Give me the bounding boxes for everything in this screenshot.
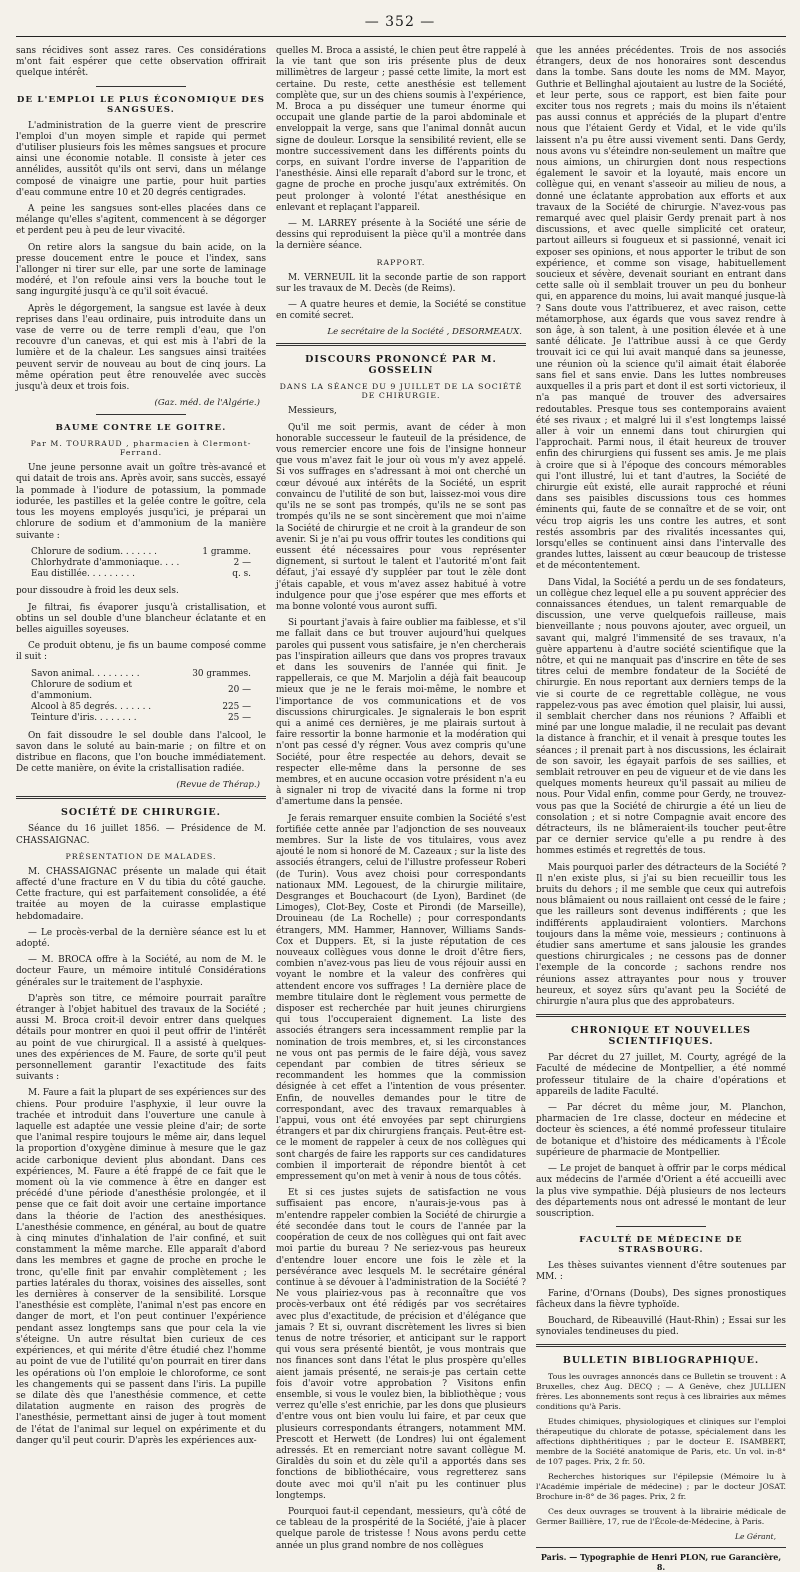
bibliography-entry: Etudes chimiques, physiologiques et cliniques sur l'emploi thérapeutique du chlorate de potasse, spécialement dans les affections diphthéritiques ; par le docteur E. ISAMBERT, membre de la Société anatomique de Paris, etc. Un vol. in-8° de 107 pages. Prix, 2 fr. 50. [536, 1417, 786, 1467]
paragraph: Une jeune personne avait un goître très-avancé et qui datait de trois ans. Après avoir, sans succès, essayé la pommade à l'iodure de potassium, la pommade iodurée, les pastilles et la gelée contre le goître, cela tous les moyens employés jusqu'ici, je préparai un chlorure de sodium et d'ammonium de la manière suivante : [16, 463, 266, 541]
recipe-table-1 [31, 547, 251, 581]
paragraph: que les années précédentes. Trois de nos associés étrangers, deux de nos honoraires sont descendus dans la tombe. Sans doute les noms de MM. Mayor, Guthrie et Bellinghal ajoutaient au lustre de la Société, et leur perte, sous ce rapport, est bien faite pour exciter tous nos regrets ; mais du moins ils n'étaient pas aussi connus et appréciés de la plupart d'entre nous que l'étaient Gerdy et Vidal, et le vide qu'ils laissent n'a pu être aussi vivement senti. Dans Gerdy, nous avons vu s'éteindre non-seulement un maître que nous aimions, un chirurgien dont nous respections également le savoir et la loyauté, mais encore un collègue qui, en venant s'asseoir au milieu de nous, a donné une éclatante approbation aux efforts et aux travaux de la Société de chirurgie. N'avez-vous pas remarqué avec quel plaisir Gerdy prenait part à nos discussions, et avec quelle simplicité cet orateur, partout ailleurs si fougueux et si passionné, venait ici exposer ses opinions, et nous apporter le tribut de son expérience, et comme son visage, habituellement soucieux et sévère, devenait souriant en entrant dans cette salle où il semblait trouver un peu du bonheur qui, en apparence du moins, lui avait manqué jusque-là ? Sans doute vous l'attribuerez, et avec raison, cette métamorphose, aux égards que vous savez rendre à son âge, à son talent, à une position élevée et à une santé délicate. Je l'attribue aussi à ce que Gerdy trouvait ici ce qui lui avait manqué dans sa jeunesse, une réunion où la science qu'il aimait était élaborée sans fiel et sans envie. Dans les luttes nombreuses auxquelles il a pris part et dont il est sorti victorieux, il n'a pas manqué de trouver des adversaires redoutables. Presque tous ses contemporains avaient été ses rivaux ; et malgré lui il s'est longtemps laissé aller à voir un ennemi dans tout chirurgien qui l'approchait. Parmi nous, il était heureux de trouver enfin des chirurgiens qui fussent ses amis. Je me plais à croire que si à l'époque des concours mémorables qui l'ont illustré, lui et tant d'autres, la Société de chirurgie eût existé, elle aurait rapproché et réuni dans ses paisibles discussions tous ces hommes éminents qui, faute de se connaître et de se voir, ont vécu trop aigris les uns contre les autres, et sont restés assombris par des rivalités incessantes qui, lorsqu'elles se continuent ainsi dans l'intervalle des grandes luttes, laissent au cœur beaucoup de tristesse et de mécontentement. [536, 46, 786, 572]
table-row [31, 569, 251, 580]
paragraph: Si pourtant j'avais à faire oublier ma faiblesse, et s'il me fallait dans ce but trouver aujourd'hui quelques paroles qui pussent vous satisfaire, je n'en chercherais pas l'inspiration ailleurs que dans vos propres travaux et dans les souvenirs de l'année qui finit. Je rappellerais, ce que M. Marjolin a déjà fait beaucoup mieux que je ne le ferais moi-même, le nombre et l'importance de vos communications et de vos discussions chirurgicales. Je signalerais le bon esprit qui a animé ces dernières, je me plairais surtout à faire ressortir la bonne harmonie et la modération qui n'ont pas cessé d'y régner. Vous avez compris qu'une Société, pour être respectée au dehors, devait se respecter elle-même dans la personne de ses membres, et en aucune occasion votre président n'a eu à signaler ni trop de vivacité dans la forme ni trop d'amertume dans la pensée. [276, 618, 526, 808]
paragraph: Tous les ouvrages annoncés dans ce Bulletin se trouvent : A Bruxelles, chez Aug. DECQ ; — A Genève, chez JULLIEN frères. Les abonnements sont reçus à ces librairies aux mêmes conditions qu'à Paris. [536, 1372, 786, 1412]
divider [16, 796, 266, 799]
paragraph: Séance du 16 juillet 1856. — Présidence de M. CHASSAIGNAC. [16, 824, 266, 846]
signature: Le secrétaire de la Société , DESORMEAUX. [327, 327, 522, 338]
source-citation: (Revue de Thérap.) [176, 780, 260, 791]
divider [96, 414, 186, 415]
quantity: 25 — [228, 713, 251, 724]
paragraph: pour dissoudre à froid les deux sels. [16, 586, 179, 597]
paragraph: Ce produit obtenu, je fis un baume composé comme il suit : [16, 641, 266, 663]
printer-imprint: Paris. — Typographie de Henri PLON, rue Garancière, 8. [540, 1552, 782, 1572]
paragraph: D'après son titre, ce mémoire pourrait paraître étranger à l'objet habituel des travaux de la Société ; aussi M. Broca croit-il devoir entrer dans quelques détails pour montrer en quoi il peut offrir de l'intérêt au point de vue chirurgical. Il a assisté à quelques-unes des expériences de M. Faure, de sorte qu'il peut personnellement garantir l'exactitude des faits suivants : [16, 993, 266, 1083]
paragraph: Après le dégorgement, la sangsue est lavée à deux reprises dans l'eau ordinaire, puis introduite dans un vase de verre ou de terre rempli d'eau, que l'on recouvre d'un canevas, et qui est mis à l'abri de la lumière et de la chaleur. Les sangsues ainsi traitées peuvent servir de nouveau au bout de cinq jours. La même opération peut être renouvelée avec succès jusqu'à deux et trois fois. [16, 303, 266, 393]
quantity: q. s. [232, 569, 251, 580]
section-heading: DE L'EMPLOI LE PLUS ÉCONOMIQUE DES SANGSUES. [16, 94, 266, 115]
paragraph: L'administration de la guerre vient de prescrire l'emploi d'un moyen simple et rapide qui permet d'utiliser plusieurs fois les mêmes sangsues et procure ainsi une économie notable. Il consiste à jeter ces annélides, aussitôt qu'ils ont servi, dans un mélange composé de vinaigre une partie, pour huit parties d'eau commune entre 10 et 20 degrés centigrades. [16, 120, 266, 198]
ingredient: Eau distillée. . . . . . . . . [31, 569, 135, 580]
divider [536, 1014, 786, 1017]
table-row [31, 702, 251, 713]
ingredient: Teinture d'iris. . . . . . . . [31, 713, 137, 724]
table-row [31, 558, 251, 569]
section-heading: FACULTÉ DE MÉDECINE DE STRASBOURG. [579, 1235, 743, 1256]
paragraph: Ces deux ouvrages se trouvent à la librairie médicale de Germer Baillière, 17, rue de l'École-de-Médecine, à Paris. [536, 1507, 786, 1527]
paragraph: M. VERNEUIL lit la seconde partie de son rapport sur les travaux de M. Decès (de Reims). [276, 272, 526, 294]
subsection-heading: RAPPORT. [376, 257, 426, 267]
divider [276, 343, 526, 346]
table-row [31, 669, 251, 680]
paragraph: M. Faure a fait la plupart de ses expériences sur des chiens. Pour produire l'asphyxie, il leur ouvre la trachée et introduit dans l'ouverture une canule à laquelle est adaptée une vessie pleine d'air; de sorte que l'animal respire toujours le même air, dans lequel la proportion d'oxygène diminue à mesure que le gaz acide carbonique devient plus abondant. Dans ces expériences, M. Faure a été frappé de ce fait que le moment où la vie commence à être en danger est précédé d'une période d'anesthésie prolongée, et il pense que ce fait doit avoir une certaine importance dans la théorie de l'action des anesthésiques. L'anesthésie commence, en général, au bout de quatre à cinq minutes d'inhalation de l'air confiné, et suit constamment la même marche. Elle apparaît d'abord dans les membres et gagne de proche en proche le tronc, qu'elle finit par envahir complètement ; les parties latérales du thorax, voisines des aisselles, sont les dernières à conserver de la sensibilité. Lorsque l'anesthésie est complète, l'animal n'est pas encore en danger de mort, et l'on peut continuer l'expérience pendant assez longtemps sans que pour cela la vie s'éteigne. Un autre résultat bien curieux de ces expériences, et qui mérite d'être étudié chez l'homme au point de vue de l'utilité qu'on pourrait en tirer dans les opérations où l'on emploie le chloroforme, ce sont les changements qui se passent dans l'iris. La pupille se dilate dès que l'anesthésie commence, et cette dilatation augmente en raison des progrès de l'anesthésie, permettant ainsi de juger à tout moment de l'état de l'animal sur lequel on expérimente et du danger qu'il peut courir. D'après les expériences aux- [16, 1088, 266, 1446]
table-row [31, 680, 251, 702]
columns [16, 46, 786, 1572]
quantity: 30 grammes. [192, 668, 251, 679]
source-citation: (Gaz. méd. de l'Algérie.) [154, 398, 260, 409]
paragraph: Je ferais remarquer ensuite combien la Société s'est fortifiée cette année par l'adjonction de ses nouveaux membres. Sur la liste de vos titulaires, vous avez ajouté le nom si honoré de M. Cazeaux ; sur la liste des associés étrangers, celui de l'illustre professeur Roberi (de Turin). Vous avez choisi pour correspondants nationaux MM. Legouest, de la chirurgie militaire, Desgranges et Bouchacourt (de Lyon), Bardinet (de Limoges), Clot-Bey, Coste et Pirondi (de Marseille), Drouineau (de La Rochelle) ; pour correspondants étrangers, MM. Hammer, Hannover, Williams Sands-Cox et Duppers. Et, si la juste réputation de ces nouveaux collègues vous donne le droit d'être fiers, combien n'avez-vous pas lieu de vous réjouir aussi en voyant le nombre et la valeur des confrères qui attendent encore vos suffrages ! La dernière place de membre titulaire dont le règlement vous permette de disposer est recherchée par huit jeunes chirurgiens qui tous l'occuperaient dignement. La liste des associés étrangers sera incessamment remplie par la nomination de trois membres, et, si les circonstances ne vous ont pas permis de le faire déjà, vous savez cependant par combien de titres sérieux se recommandent les hommes que la commission désignée à cet effet a l'intention de vous présenter. Enfin, de nouvelles demandes pour le titre de correspondant, avec des travaux remarquables à l'appui, vous ont été envoyées par sept chirurgiens étrangers et par dix chirurgiens français. Peut-être est-ce le moment de rappeler à ceux de nos collègues qui sont chargés de faire les rapports sur ces candidatures combien il importerait de répondre bientôt à cet empressement qu'on met à venir à nous de tous côtés. [276, 813, 526, 1183]
quantity: 225 — [222, 702, 251, 713]
paragraph: Je filtrai, fis évaporer jusqu'à cristallisation, et obtins un sel double d'une blancheur éclatante et en belles aiguilles soyeuses. [16, 602, 266, 635]
byline: Par M. TOURRAUD , pharmacien à Clermont-Ferrand. [30, 439, 252, 458]
quantity: 2 — [233, 557, 251, 568]
divider [616, 1226, 706, 1227]
quantity: 20 — [228, 685, 251, 696]
paragraph: — M. BROCA offre à la Société, au nom de M. le docteur Faure, un mémoire intitulé Considérations générales sur le traitement de l'asphyxie. [16, 955, 266, 988]
divider [96, 86, 186, 87]
divider [536, 1547, 786, 1548]
paragraph: Farine, d'Ornans (Doubs), Des signes pronostiques fâcheux dans la fièvre typhoïde. [536, 1288, 786, 1310]
subsection-heading: PRÉSENTATION DE MALADES. [65, 851, 217, 861]
paragraph: Mais pourquoi parler des détracteurs de la Société ? Il n'en existe plus, si j'ai su bien recueillir tous les bruits du dehors ; il me semble que ceux qui autrefois nous blâmaient ou nous raillaient ont cessé de le faire ; que les railleurs sont devenus indifférents ; que les indifférents applaudiraient volontiers. Marchons toujours dans la même voie, messieurs ; continuons à étudier sans amertume et sans jalousie les grandes questions chirurgicales ; ne cessons pas de donner l'exemple de la concorde ; sachons rendre nos réunions assez attrayantes pour nous y trouver heureux, et soyez sûrs qu'avant peu la Société de chirurgie n'aura plus que des approbateurs. [536, 862, 786, 1008]
table-row [31, 713, 251, 724]
paragraph: Dans Vidal, la Société a perdu un de ses fondateurs, un collègue chez lequel elle a pu souvent apprécier des connaissances étendues, un talent remarquable de discussion, une verve quelquefois railleuse, mais bienveillante ; nous pouvons ajouter, avec orgueil, un savant qui, malgré l'immensité de ses travaux, n'a guère appartenu à d'autre société scientifique que la nôtre, et qui ne manquait pas d'inscrire en tête de ses titres celui de membre fondateur de la Société de chirurgie. En nous reportant aux derniers temps de la vie si courte de ce regrettable collègue, ne vous rappelez-vous pas avec émotion quel plaisir, lui aussi, il semblait chercher dans nos réunions ? Affaibli et miné par une longue maladie, il ne reculait pas devant la distance à franchir, et il venait à presque toutes les séances ; il prenait part à nos discussions, les éclairait de son savoir, les égayait parfois de ses saillies, et semblait retrouver en peu de vigueur et de vie dans les quelques moments heureux qu'il passait au milieu de nous. Pour Vidal enfin, comme pour Gerdy, ne trouvez-vous pas que la Société de chirurgie a été un lieu de consolation ; et si notre Compagnie avait encore des détracteurs, ils ne blâmeraient-ils toucher peut-être par ce dernier service qu'elle a pu rendre à des hommes estimés et regrettés de tous. [536, 577, 786, 857]
paragraph: — A quatre heures et demie, la Société se constitue en comité secret. [276, 300, 526, 322]
bibliography-entry: Recherches historiques sur l'épilepsie (Mémoire lu à l'Académie impériale de médecine) ; par le docteur JOSAT. Brochure in-8° de 36 pages. Prix, 2 fr. [536, 1472, 786, 1502]
paragraph: Pourquoi faut-il cependant, messieurs, qu'à côté de ce tableau de la prospérité de la Société, j'aie à placer quelque parole de tristesse ! Nous avons perdu cette année un plus grand nombre de nos collègues [276, 1506, 526, 1551]
paragraph: Bouchard, de Ribeauvillé (Haut-Rhin) ; Essai sur les synoviales tendineuses du pied. [536, 1315, 786, 1338]
gerant-label: Le Gérant, [734, 1532, 776, 1542]
header-rule [16, 36, 786, 37]
column-2 [276, 46, 526, 1551]
divider [536, 1344, 786, 1347]
ingredient: Chlorure de sodium. . . . . . . [31, 546, 157, 557]
ingredient: Chlorhydrate d'ammoniaque. . . . [31, 557, 180, 568]
paragraph: Par décret du 27 juillet, M. Courty, agrégé de la Faculté de médecine de Montpellier, a été nommé professeur titulaire de la chaire d'opérations et appareils de ladite Faculté. [536, 1053, 786, 1097]
subsection-heading: DANS LA SÉANCE DU 9 JUILLET DE LA SOCIÉTÉ DE CHIRURGIE. [279, 382, 523, 401]
section-heading: CHRONIQUE ET NOUVELLES SCIENTIFIQUES. [571, 1025, 751, 1048]
section-heading: DISCOURS PRONONCÉ PAR M. GOSSELIN [305, 354, 497, 377]
paragraph: quelles M. Broca a assisté, le chien peut être rappelé à la vie tant que son iris présente plus de deux millimètres de largeur ; passé cette limite, la mort est certaine. Du reste, cette anesthésie est tellement complète que, sur un des chiens soumis à l'expérience, M. Broca a pu disséquer une tumeur énorme qui occupait une glande partie de la paroi abdominale et enveloppait la verge, sans que l'animal donnât aucun signe de douleur. Lorsque la sensibilité revient, elle se montre successivement dans les différents points du corps, en suivant l'ordre inverse de l'apparition de l'anesthésie. Ainsi elle reparaît d'abord sur le tronc, et gagne de proche en proche jusqu'aux extrémités. On peut prolonger à volonté l'état anesthésique en enlevant et replaçant l'appareil. [276, 46, 526, 213]
quantity: 1 gramme. [202, 546, 251, 557]
paragraph: Qu'il me soit permis, avant de céder à mon honorable successeur le fauteuil de la présidence, de vous remercier encore une fois de l'insigne honneur que vous m'avez fait le jour où vous m'y avez appelé. Si vos suffrages en s'adressant à moi ont cherché un cœur dévoué aux intérêts de la Société, un esprit convaincu de l'utilité de son but, laissez-moi vous dire qu'ils ne se sont pas trompés, qu'ils ne se sont pas trompés qu'ils ne se sont sincèrement que moi n'aime la Société de chirurgie et ne croit à la grandeur de son avenir. Si je n'ai pu vous offrir toutes les conditions qui eussent été nécessaires pour vous représenter dignement, si surtout le talent et l'autorité m'ont fait défaut, j'ai essayé d'y suppléer par tout le zèle dont j'étais capable, et vous m'avez assez habitué à votre indulgence pour que j'ose espérer que mes efforts et ma bonne volonté vous auront suffi. [276, 422, 526, 612]
section-heading: BAUME CONTRE LE GOITRE. [55, 423, 227, 434]
ingredient: Alcool à 85 degrés. . . . . . . [31, 702, 152, 713]
section-heading: BULLETIN BIBLIOGRAPHIQUE. [562, 1355, 760, 1367]
ingredient: Chlorure de sodium et d'ammonium. [31, 679, 132, 701]
paragraph: On fait dissoudre le sel double dans l'alcool, le savon dans le soluté au bain-marie ; on filtre et on distribue en flacons, que l'on bouche immédiatement. De cette manière, on évite la cristallisation radiée. [16, 730, 266, 775]
paragraph: Et si ces justes sujets de satisfaction ne vous suffisaient pas encore, n'aurais-je-vous pas à m'entendre rappeler combien la Société de chirurgie a été secondée dans tout le cours de l'année par la coopération de ceux de nos collègues qui ont fait avec moi partie du bureau ? Ne seriez-vous pas heureux d'entendre louer encore une fois le zèle et la persévérance avec lesquels M. le secrétaire général continue à se dévouer à l'administration de la Société ? Ne vous plairiez-vous pas à reconnaître que vos procès-verbaux ont été rédigés par vos secrétaires avec plus d'exactitude, de précision et d'élégance que jamais ? Et si, ouvrant discrètement les livres si bien tenus de notre trésorier, et anticipant sur le rapport qui vous sera présenté bientôt, je vous montrais que nos finances sont dans l'état le plus prospère qu'elles aient jamais présenté, ne serais-je pas certain cette fois d'avoir votre approbation ? Visitons enfin ensemble, si vous le voulez bien, la bibliothèque ; vous verrez qu'elle s'est enrichie, par les dons que plusieurs d'entre vous ont bien voulu lui faire, et par ceux que plusieurs correspondants étrangers, notamment MM. Prescott et Herwett (de Londres) lui ont également adressés. Et en remerciant notre savant collègue M. Giraldès du soin et du zèle qu'il a apportés dans ses fonctions de bibliothécaire, vous regretterez sans doute avec moi qu'il n'ait pu les continuer plus longtemps. [276, 1188, 526, 1501]
column-3 [536, 46, 786, 1572]
paragraph: sans récidives sont assez rares. Ces considérations m'ont fait espérer que cette observation offrirait quelque intérêt. [16, 46, 266, 79]
column-1 [16, 46, 266, 1446]
paragraph: Les thèses suivantes viennent d'être soutenues par MM. : [536, 1261, 786, 1283]
paragraph: M. CHASSAIGNAC présente un malade qui était affecté d'une fracture en V du tibia du côté gauche. Cette fracture, qui est parfaitement consolidée, a été traitée au moyen de la cuirasse emplastique hebdomadaire. [16, 866, 266, 922]
paragraph: — M. LARREY présente à la Société une série de dessins qui reproduisent la pièce qu'il a montrée dans la dernière séance. [276, 219, 526, 252]
table-row [31, 547, 251, 558]
recipe-table-2 [31, 669, 251, 725]
paragraph: — Par décret du même jour, M. Planchon, pharmacien de 1re classe, docteur en médecine et docteur ès sciences, a été nommé professeur titulaire de botanique et d'histoire des médicaments à l'École supérieure de pharmacie de Montpellier. [536, 1103, 786, 1158]
paragraph: Messieurs, [288, 406, 337, 417]
paragraph: On retire alors la sangsue du bain acide, on la presse doucement entre le pouce et l'index, sans l'allonger ni tirer sur elle, par une sorte de laminage modéré, et l'on refoule ainsi vers la bouche tout le sang ingurgité jusqu'à ce qu'il soit évacué. [16, 242, 266, 298]
paragraph: A peine les sangsues sont-elles placées dans ce mélange qu'elles s'agitent, commencent à se dégorger et perdent peu à peu de leur vivacité. [16, 204, 266, 237]
section-heading: SOCIÉTÉ DE CHIRURGIE. [61, 807, 221, 819]
paragraph: — Le projet de banquet à offrir par le corps médical aux médecins de l'armée d'Orient a été accueilli avec la plus vive sympathie. Déjà plusieurs de nos lecteurs des départements nous ont adressé le montant de leur souscription. [536, 1164, 786, 1219]
ingredient: Savon animal. . . . . . . . . [31, 668, 140, 679]
paragraph: — Le procès-verbal de la dernière séance est lu et adopté. [16, 927, 266, 949]
page-number: — 352 — [364, 14, 436, 30]
